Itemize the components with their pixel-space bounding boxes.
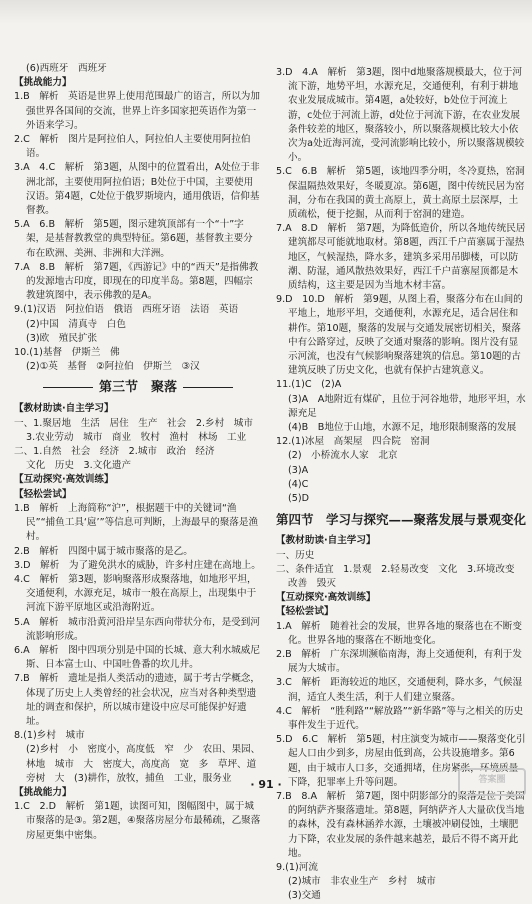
answer-line: 2.B 解析 广东深圳濒临南海，海上交通便利，有利于发展为大城市。 (276, 648, 522, 675)
answer-line: 文化 历史 3.文化遗产 (26, 460, 132, 472)
answer-line: 9.(1)河流 (276, 861, 318, 873)
answer-line: (4)B B地位于山地，水源不足，地形限制聚落的发展 (288, 422, 517, 434)
answer-line: 10.(1)基督 伊斯兰 佛 (14, 347, 120, 359)
answer-line: 3.C 解析 距海较近的地区，交通便利，降水多，气候湿润，适宜人类生活，利于人们建立聚落。 (276, 677, 523, 703)
answer-line: 8.(1)乡村 城市 (14, 730, 85, 742)
subheading: 【互动探究·高效训练】 (276, 592, 376, 604)
answer-line: (2)乡村 小 密度小，高度低 窄 少 农田、果园、林地 城市 大 密度大，高度高 宽 多 草坪、道旁树 大 (3)耕作，放牧，捕鱼 工业，服务业 (26, 744, 261, 784)
answer-line: 3.D 4.A 解析 第3题，图中d地聚落规模最大，位于河流下游，地势平坦，水源充足，交通便利，有利于耕地农业发展成城市。第4题，a处较好，b处位于河流上游，c处位于河流上游，d处位于河流下游，在农业发展条件较差的地区，聚落较小，所以聚落规模比较大小依次为a处近海河流，受河流影响比较小，所以聚落规模较小。 (276, 67, 525, 164)
subheading: 【轻松尝试】 (14, 488, 72, 500)
answer-line: 1.B 解析 上海简称“沪”，根据题干中的关键词“渔民”“捕鱼工具‘扈’”等信息可判断，上海最早的聚落是渔村。 (14, 502, 259, 543)
answer-line: 12.(1)冰屋 高架屋 四合院 窑洞 (276, 436, 430, 448)
page-number: · 91 · (250, 778, 282, 791)
answer-line: 6.A 解析 图中四项分别是中国的长城、意大利水城威尼斯、日本富士山、中国吐鲁番的坎儿井。 (14, 644, 260, 671)
answer-line: 5.A 6.B 解析 第5题，图示建筑顶部有一个“十”字架，是基督教教堂的典型特征。第6题，基督教主要分布在欧洲、美洲、非洲和大洋洲。 (14, 219, 253, 259)
answer-line: 4.C 解析 第3题，影响聚落形成聚落地，如地形平坦，交通便利，水源充足，城市一般在高原上，出现集中于河流下游平原地区或沿海附近。 (14, 573, 257, 614)
section-4-title: 第四节 学习与探究——聚落发展与景观变化 (276, 512, 527, 528)
watermark-logo: 答案圈 (458, 768, 526, 796)
answer-line: (2) 小桥流水人家 北京 (288, 450, 398, 462)
left-block-2 (14, 402, 262, 842)
answer-line: 3.农业劳动 城市 商业 牧村 渔村 林场 工业 (26, 431, 247, 443)
answer-line: 3.A 4.C 解析 第3题，从图中的位置看出，A处位于非洲北部，主要使用阿拉伯语；B处位于中国，主要使用汉语。第4题，C处位于俄罗斯境内，通用俄语，信仰基督教。 (14, 162, 260, 217)
answer-line: 2.C 解析 图片是阿拉伯人，阿拉伯人主要使用阿拉伯语。 (14, 134, 251, 160)
section-3-heading (14, 377, 262, 399)
subheading: 【教材助读·自主学习】 (14, 403, 114, 415)
answer-line: (3)A A地附近有煤矿，且位于河谷地带，地形平坦，水源充足 (288, 393, 526, 419)
answer-line: 5.C 6.B 解析 第5题，该地四季分明，冬冷夏热，窑洞保温隔热效果好，冬暖夏凉。第6题，图中传统民居为窑洞，分布在我国的黄土高原上，黄土高原土层深厚，土质疏松，便于挖掘，从而利于窑洞的建造。 (276, 166, 525, 221)
answer-line: (2)城市 非农业生产 乡村 城市 (288, 876, 436, 888)
answer-line: 9.D 10.D 解析 第9题，从图上看，聚落分布在山间的平地上，地形平坦，交通便利，水源充足，适合居住和耕作。第10题，聚落的发展与交通发展密切相关，聚落中有公路穿过，反映了交通对聚落的影响。图片没有显示河流，也没有气候影响聚落建筑的信息。第10题的古建筑反映了历史文化，也就有保护古建筑意义。 (276, 294, 523, 377)
answer-line: 7.B 8.A 解析 第7题，图中阴影部分的聚落是位于美国的阿纳萨齐聚落遗址。第8题，阿纳萨齐人大量砍伐当地的森林，没有森林涵养水源，土壤被冲刷侵蚀，土壤肥力下降，农业发展的条件越来越差，最后不得不离开此地。 (276, 790, 525, 859)
answer-line: 一、历史 (276, 549, 315, 561)
answer-line: 5.D 6.C 解析 第5题，村庄演变为城市——聚落变化引起人口由少到多，房屋由低到高，公共设施增多。第6题，由于城市人口多，交通拥堵，住房紧张，环境质量下降，犯罪率上升等问题。 (276, 734, 526, 788)
section-4-heading (276, 509, 526, 531)
section-3-title: 第三节 聚落 (98, 380, 177, 396)
subheading: 【教材助读·自主学习】 (276, 535, 376, 547)
subheading: 【轻松尝试】 (276, 606, 334, 618)
answer-line: 3.D 解析 为了避免洪水的威胁，许多村庄建在高地上。 (14, 559, 261, 571)
subheading: 【互动探究·高效训练】 (14, 474, 114, 486)
answer-line: 改善 毁灭 (288, 577, 336, 589)
answer-line: 7.A 8.B 解析 第7题，《西游记》中的“西天”是指佛教的发源地古印度，即现在的印度半岛。第8题，四幅宗教建筑图中，表示佛教的是A。 (14, 261, 259, 302)
answer-line: 7.B 解析 遗址是指人类活动的遗迹，属于考古学概念，体现了历史上人类曾经的社会状况，应当对各种类型遗址的调查和保护，所以城市建设中应尽可能保护好遗址。 (14, 673, 260, 727)
answer-line: 二、1.自然 社会 经济 2.城市 政治 经济 (14, 446, 215, 458)
answer-line: (3)欧 殖民扩张 (26, 332, 98, 344)
answer-line: (3)A (288, 464, 309, 476)
subheading: 【挑战能力】 (14, 77, 72, 89)
answer-line: (5)D (288, 493, 309, 505)
answer-line: 7.A 8.D 解析 第7题，为降低造价，所以各地传统民居建筑都尽可能就地取材。第8题，西江千户苗寨属于湿热地区，气候湿热，降水多，建筑多采用吊脚楼，可以防潮、防湿，通风散热效果好，西江千户苗寨屋顶都是木质结构，这主要是因为当地木材丰富。 (276, 223, 526, 292)
answer-line: (2)①英 基督 ②阿拉伯 伊斯兰 ③汉 (26, 361, 200, 373)
right-block-2 (276, 534, 526, 903)
subheading: 【挑战能力】 (14, 786, 72, 798)
answer-line: 1.B 解析 英语是世界上使用范围最广的语言，所以为加强世界各国间的交流，世界上许多国家把英语作为第一外语来学习。 (14, 91, 260, 131)
answer-line: 二、条件适宜 1.景观 2.轻易改变 文化 3.环境改变 (276, 563, 515, 575)
left-block-1 (14, 62, 262, 374)
right-block-1 (276, 66, 526, 506)
answer-line: 一、1.聚居地 生活 居住 生产 社会 2.乡村 城市 (14, 417, 253, 429)
answer-line: 4.C 解析 “胜利路”“解放路”“新华路”等与之相关的历史事件发生于近代。 (276, 705, 524, 731)
answer-line: 5.A 解析 城市沿黄河沿岸呈东西向带状分布，是受到河流影响形成。 (14, 616, 260, 642)
left-column (14, 62, 262, 843)
answer-line: 1.A 解析 随着社会的发展，世界各地的聚落也在不断变化。世界各地的聚落在不断地变化。 (276, 620, 522, 646)
answer-line: (6)西班牙 西班牙 (26, 63, 107, 74)
top-edge (0, 0, 532, 24)
answer-line: 2.B 解析 四图中属于城市聚落的是乙。 (14, 545, 193, 557)
answer-line: (2)中国 清真寺 白色 (26, 318, 126, 330)
answer-line: 11.(1)C (2)A (276, 379, 342, 391)
answer-line: (4)C (288, 478, 309, 490)
answer-line: 9.(1)汉语 阿拉伯语 俄语 西班牙语 法语 英语 (14, 304, 239, 316)
answer-line: 1.C 2.D 解析 第1题，读图可知，图幅图中，属于城市聚落的是③。第2题，④聚落房屋分布最稀疏，乙聚落房屋更集中密集。 (14, 801, 261, 841)
answer-line: (3)交通 (288, 890, 321, 902)
